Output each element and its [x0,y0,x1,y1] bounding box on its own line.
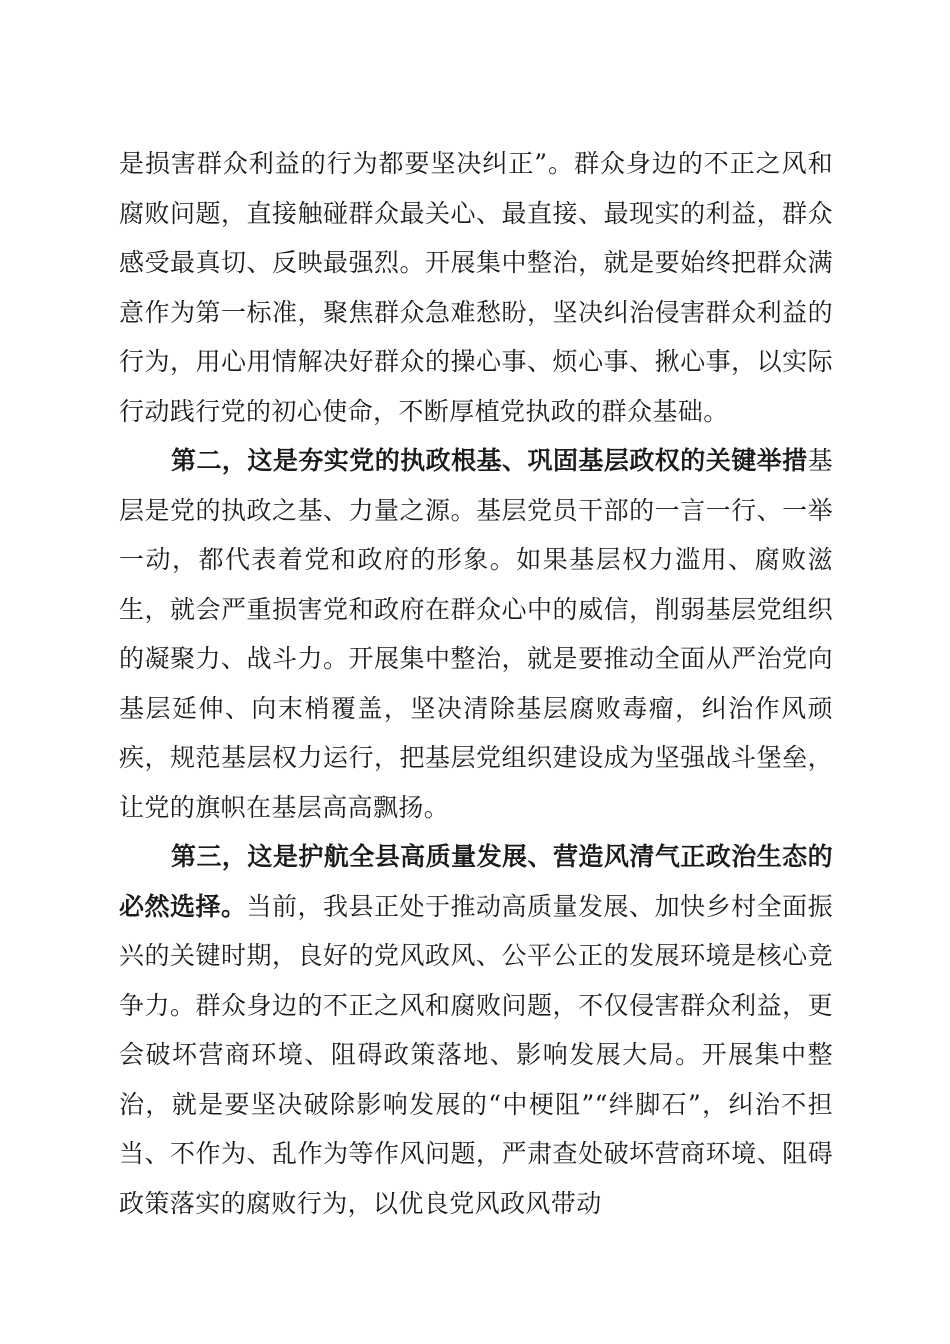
paragraph-third-point [119,832,833,1228]
paragraph-second-point [119,436,833,832]
section-heading: 第二，这是夯实党的执政根基、巩固基层政权的关键举措 [171,446,808,475]
paragraph-continued [119,139,833,436]
section-heading: 第三，这是护航全县高质量发展、营造风清气正政治生态的必然选择。 [119,842,833,921]
document-body [119,139,833,1228]
paragraph-text: 是损害群众利益的行为都要坚决纠正”。群众身边的不正之风和腐败问题，直接触碰群众最关心、最直接、最现实的利益，群众感受最真切、反映最强烈。开展集中整治，就是要始终把群众满意作为第一标准，聚焦群众急难愁盼，坚决纠治侵害群众利益的行为，用心用情解决好群众的操心事、烦心事、揪心事，以实际行动践行党的初心使命，不断厚植党执政的群众基础。 [119,149,833,426]
paragraph-text: 当前，我县正处于推动高质量发展、加快乡村全面振兴的关键时期，良好的党风政风、公平公正的发展环境是核心竞争力。群众身边的不正之风和腐败问题，不仅侵害群众利益，更会破坏营商环境、阻碍政策落地、影响发展大局。开展集中整治，就是要坚决破除影响发展的“中梗阻”“绊脚石”，纠治不担当、不作为、乱作为等作风问题，严肃查处破坏营商环境、阻碍政策落实的腐败行为，以优良党风政风带动 [119,891,833,1218]
paragraph-text: 基层是党的执政之基、力量之源。基层党员干部的一言一行、一举一动，都代表着党和政府的形象。如果基层权力滥用、腐败滋生，就会严重损害党和政府在群众心中的威信，削弱基层党组织的凝聚力、战斗力。开展集中整治，就是要推动全面从严治党向基层延伸、向末梢覆盖，坚决清除基层腐败毒瘤，纠治作风顽疾，规范基层权力运行，把基层党组织建设成为坚强战斗堡垒，让党的旗帜在基层高高飘扬。 [119,446,833,822]
